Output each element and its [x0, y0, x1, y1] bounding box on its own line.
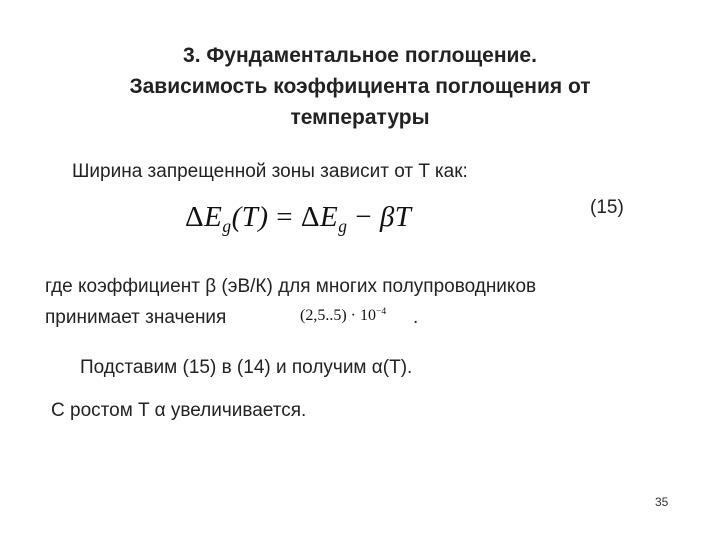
title-line-1: 3. Фундаментальное поглощение.: [183, 44, 537, 67]
energy-symbol-1: E: [204, 201, 223, 233]
equation-number: (15): [590, 197, 624, 218]
coefficient-text-line-1: где коэффициент β (эВ/К) для многих полупроводников: [45, 276, 537, 297]
temperature-symbol: T: [394, 201, 412, 233]
equals-sign: =: [268, 201, 301, 233]
title-line-3: температуры: [290, 106, 430, 129]
page-number: 35: [655, 495, 669, 509]
substitute-text: Подставим (15) в (14) и получим α(T).: [80, 357, 413, 378]
conclusion-text: С ростом T α увеличивается.: [51, 400, 307, 421]
lhs-argument: (T): [231, 201, 269, 233]
range-exponent: −4: [375, 306, 387, 317]
delta-symbol-2: Δ: [300, 201, 321, 233]
minus-sign: −: [347, 201, 380, 233]
coefficient-text-line-2: принимает значения: [45, 307, 227, 328]
title-line-2: Зависимость коэффициента поглощения от: [129, 75, 591, 98]
bandgap-equation: [185, 201, 411, 237]
slide-title: [60, 40, 660, 133]
energy-symbol-2: E: [320, 201, 339, 233]
subscript-g-1: g: [222, 216, 232, 237]
bandgap-intro-text: Ширина запрещенной зоны зависит от T как:: [72, 161, 468, 182]
sentence-period: .: [413, 307, 419, 328]
range-mantissa: (2,5..5) · 10: [300, 306, 376, 324]
subscript-g-2: g: [338, 216, 348, 237]
delta-symbol-1: Δ: [185, 201, 205, 233]
beta-symbol: β: [379, 201, 395, 233]
beta-range-value: [300, 306, 386, 325]
